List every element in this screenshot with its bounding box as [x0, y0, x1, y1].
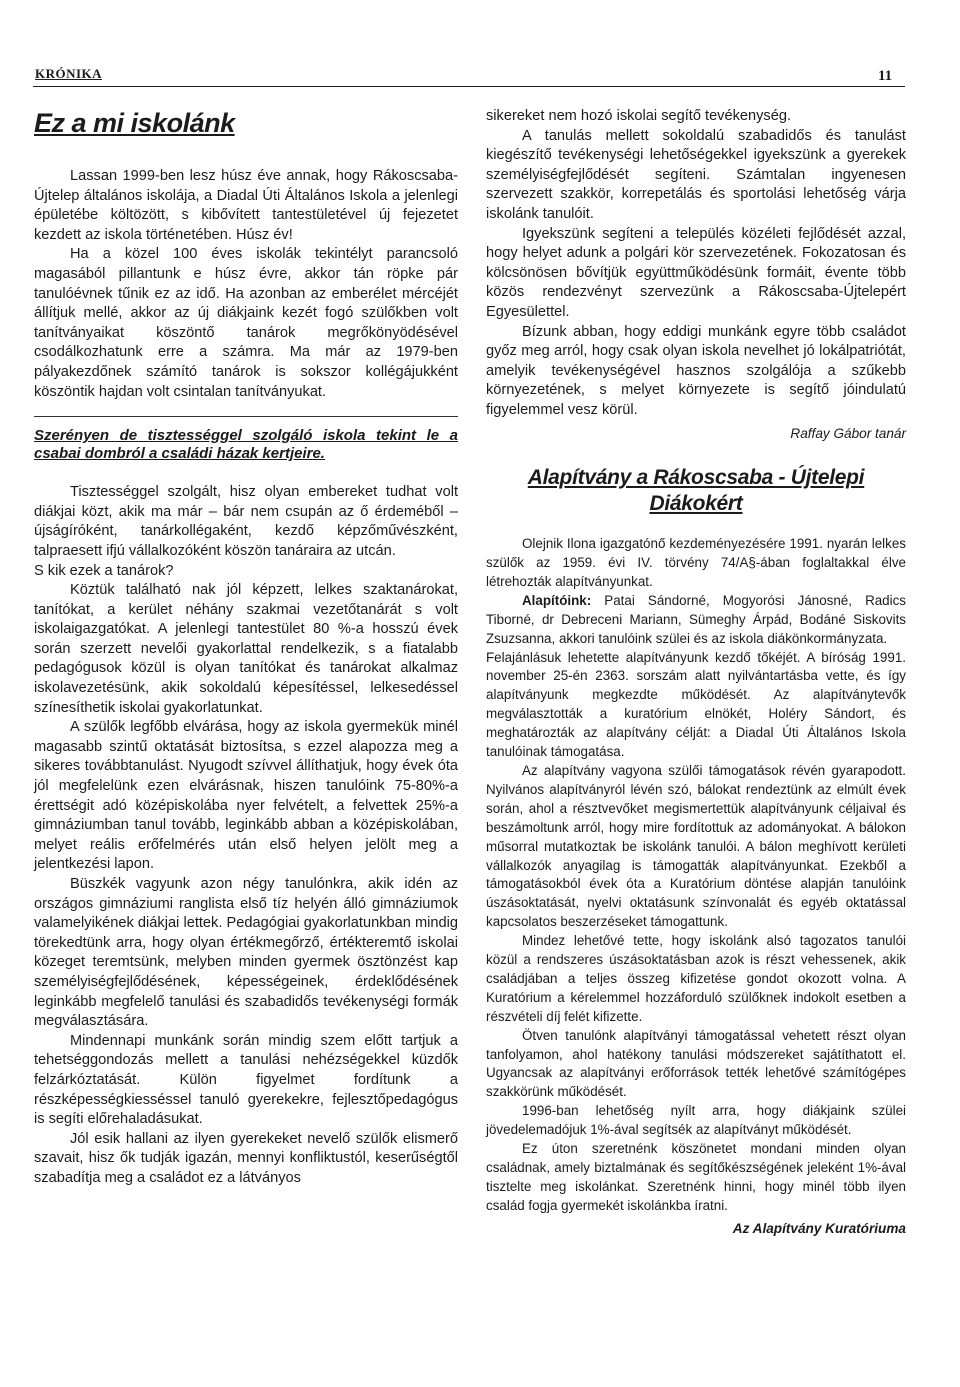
paragraph: Büszkék vagyunk azon négy tanulónkra, akik idén az országos gimnáziumi ranglista első tíz helyén álló gimnáziumok valamelyikének diákjai lettek. Pedagógiai gyakorlatunkban mindig törekedtünk arra, hogy olyan értékmegőrző, értékteremtő iskolai közeget teremtsünk, melyben minden gyermek ösztönzést kap személyiségfejlődésének, képességeinek, érdeklődésének leginkább megfelelő tanulási és szabadidős tevékenységi formák megválasztására.	[34, 876, 458, 1030]
paragraph: Ötven tanulónk alapítványi támogatással vehetett részt olyan tanfolyamon, ahol hatékony tanulási módszereket sajátíthatott el. Ugyancsak az alapítványi erőforrások tették lehetővé számítógépes szakkörünk működését.	[486, 1027, 906, 1100]
paragraph: Ha a közel 100 éves iskolák tekintélyt parancsoló magasából pillantunk e húsz évre, akkor tán röpke pár tanulóévnek tűnik ez az idő. Ha azonban az emberélet mércéjét állítjuk mellé, akkor az új diákjaink kezét fogó szülőkben volt tanítványaikat köszöntő tanárok megrőkönyödésével csodálkozhatunk erre a számra. Ma már az 1979-ben pályakezdőnek számító tanárok is sokszor kollégájukként köszöntik hajdan volt csintalan tanítványukat.	[34, 246, 458, 400]
paragraph: A tanulás mellett sokoldalú szabadidős és tanulást kiegészítő tevékenységi lehetőségekkel igyekszünk a gyerekek személyiségfejlődését segíteni. Számtalan ingyenesen szervezett szakkör, korrepetálás és sportolási lehetőség várja iskolánk tanulóit.	[486, 127, 906, 222]
founders-label: Alapítóink:	[522, 592, 592, 608]
section-name: KRÓNIKA	[35, 66, 103, 81]
paragraph: 1996-ban lehetőség nyílt arra, hogy diákjaink szülei jövedelemadójuk 1%-ával segítsék az alapítványt működését.	[486, 1103, 906, 1138]
article-title: Alapítvány a Rákoscsaba - Újtelepi Diákokért	[527, 466, 865, 516]
paragraph: S kik ezek a tanárok?	[34, 562, 174, 579]
article-subtitle: Szerényen de tisztességgel szolgáló iskola tekint le a csabai dombról a családi házak kertjeire.	[34, 416, 458, 463]
paragraph: Mindez lehetővé tette, hogy iskolánk alsó tagozatos tanulói közül a rendszeres úszásoktatásban azok is részt vehessenek, akik családjában a teljes összeg kifizetése gondot okozott volna. A Kuratórium a kérelemmel hozzáforduló szülőknek indokolt esetben a részvételi díj felét kifizette.	[486, 933, 906, 1024]
paragraph: sikereket nem hozó iskolai segítő tevékenység.	[486, 108, 792, 124]
paragraph: Jól esik hallani az ilyen gyerekeket nevelő szülők elismerő szavait, hisz ők tudják igazán, mennyi konfliktustól, keserűségtől szabadítja meg a családot ez a látványos	[34, 1130, 458, 1186]
paragraph: Felajánlásuk lehetette alapítványunk kezdő tőkéjét. A bíróság 1991. november 25-én 2363. sorszám alatt nyilvántartásba vette, és így alapítványunk megkezdte működését. Az alapítványtevők megválasztották a kuratórium elnökét, Holéry Sándort, és meghatározták az alapítvány célját: a Diadal Úti Általános Iskola tanulóinak támogatása.	[486, 649, 906, 760]
right-column	[486, 107, 906, 1239]
author-signature: Raffay Gábor tanár	[790, 425, 906, 441]
left-column	[34, 106, 458, 1189]
paragraph: Az alapítvány vagyona szülői támogatások révén gyarapodott. Nyilvános alapítványról lévén szó, bálokat rendeztünk az elmúlt évek során, ahol a résztvevőket megismertettük alapítványunk céljaival és beszámoltunk arról, hogy mire fordítottuk az adományokat. A bálokon műsorral mutatkoztak be iskolánk tanulói. A bálon meghívott kerületi vállalkozók anyagilag is támogatták alapítványunkat. Ezekből a támogatásokból évek óta a Kuratórium döntése alapján tanulóink úszásoktatását, nyelvi oktatásunk színvonalát és egyéb oktatással kapcsolatos beszerzéseket támogattunk.	[486, 762, 906, 930]
author-signature: Az Alapítvány Kuratóriuma	[732, 1220, 906, 1236]
founders-text: Patai Sándorné, Mogyorósi Jánosné, Radics Tiborné, dr Debreceni Mariann, Sümeghy Árpád, Bodáné Siskovits Zsuzsanna, akkori tanulóink szülei és az iskola diákönkormányzata.	[486, 592, 906, 646]
paragraph: Olejnik Ilona igazgatónő kezdeményezésére 1991. nyarán lelkes szülők az 1959. évi IV. törvény 74/A§-ában foglaltakkal élve létrehozták alapítványunkat.	[486, 536, 906, 589]
paragraph: Ez úton szeretnénk köszönetet mondani minden olyan családnak, amely biztalmának és segítőkészségének jeleként 1%-ával tisztelte meg iskolánkat. Szeretnénk hinni, hogy minél több ilyen család fogja gyermekét iskolánkba íratni.	[486, 1141, 906, 1213]
paragraph: Mindennapi munkánk során mindig szem előtt tartjuk a tehetséggondozás mellett a tanulási nehézségekkel küzdők felzárkóztatását. Külön figyelmet fordítunk a részképességkiesséssel tanuló gyerekekre, fejlesztőpedagógus is segíti előrehaladásukat.	[34, 1032, 458, 1128]
paragraph: Bízunk abban, hogy eddigi munkánk egyre több családot győz meg arról, hogy csak olyan iskola nevelhet jó lokálpatriótát, amelyik tevékenységével hasznos szolgálója a szűkebb környezetének, s melyet környezete is segítő jóindulatú figyelemmel vesz körül.	[486, 323, 906, 418]
article-body	[486, 535, 906, 1239]
paragraph: Igyekszünk segíteni a település közéleti fejlődését azzal, hogy helyet adunk a polgári kör szervezetének. Fokozatosan és kölcsönösen bővítjük együttműködésünk formáit, évente több közös rendezvényt szervezünk a Rákoscsaba-Újtelepért Egyesülettel.	[486, 225, 906, 320]
paragraph: Köztük található nak jól képzett, lelkes szaktanárokat, tanítókat, a kerület néhány szakmai vezetőtanárát s volt iskolaigazgatókat. A jelenlegi tantestület 80 %-a hosszú évek során szerzett nevelői gyakorlattal rendelkezik, s a fiatalabb pedagógusok közül is olyan tanítókat és tanárokat alkalmaz iskolavezetésünk, akik sokoldalú képesítéssel, lelkesedéssel színesíthetik iskolai gyakorlatunkat.	[34, 582, 458, 716]
paragraph: Lassan 1999-ben lesz húsz éve annak, hogy Rákoscsaba-Újtelep általános iskolája, a Diadal Úti Általános Iskola a jelenlegi épületébe költözött, s kibővített tantestületével új fejezetet kezdett az iskola történetében. Húsz év!	[34, 168, 458, 243]
header-divider	[33, 86, 905, 87]
page-number: 11	[878, 68, 893, 84]
paragraph: Tisztességgel szolgált, hisz olyan embereket tudhat volt diákjai közt, akik ma már – bár nem csupán az ő érdeméből – újságíróként, tanárkollégaként, kezdő képzőművészként, talpraesett ifjú vállalkozóként köszön tanáraira az utcán.	[34, 484, 458, 559]
article-title: Ez a mi iskolánk	[34, 108, 235, 138]
paragraph	[486, 592, 906, 649]
paragraph: A szülők legfőbb elvárása, hogy az iskola gyermekük minél magasabb szintű oktatását biztosítsa, s ezzel alapozza meg a sikeres továbbtanulást. Nyugodt szívvel állíthatjuk, hogy évek óta jól megfelelünk ezen elvárásnak, hiszen tanulóink 75-80%-a érettségit adó középiskolába nyer felvételt, a felvettek 25%-a gimnáziumban tanul tovább, leginkább abban a középiskolában, melyet reális erőfelmérés után első helyen jelölt meg a jelentkezési lapon.	[34, 719, 458, 873]
